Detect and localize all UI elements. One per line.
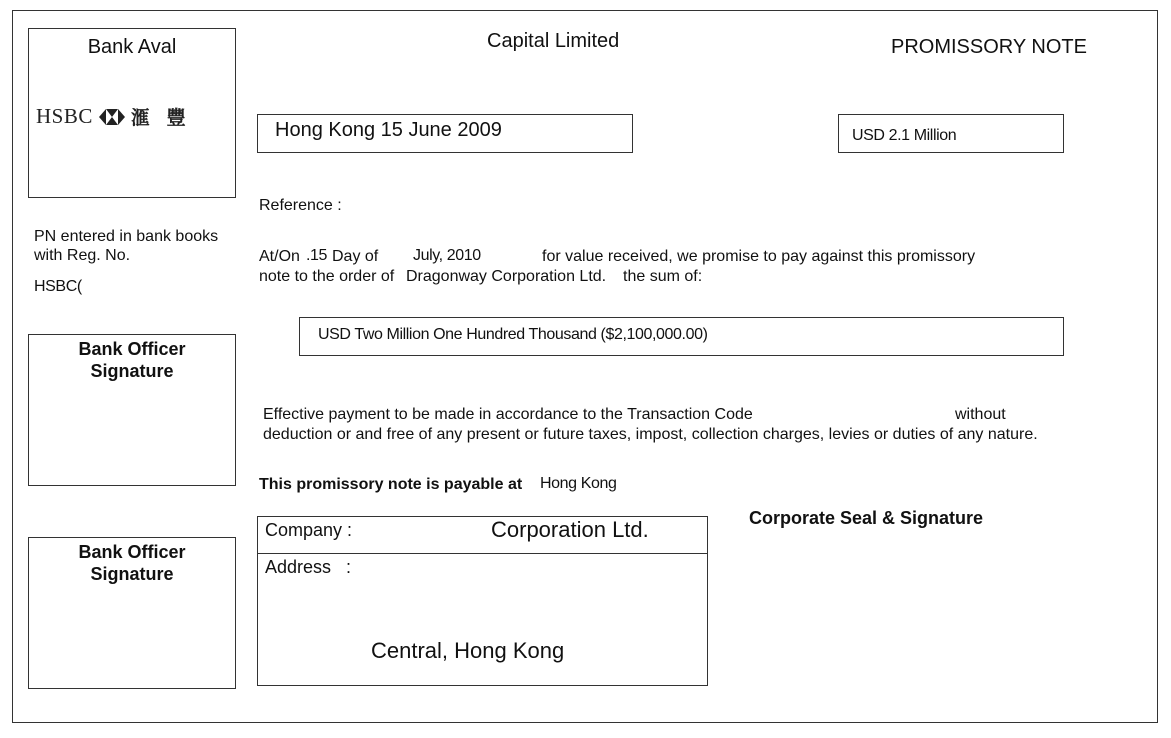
hsbc-logo-text: HSBC <box>36 104 93 128</box>
place-date-value: Hong Kong 15 June 2009 <box>275 119 502 141</box>
company-name: Capital Limited <box>487 30 620 52</box>
bank-officer-signature-label-1 <box>28 338 236 382</box>
bank-officer-signature-label-2 <box>28 541 236 585</box>
promise-text-2-prefix: note to the order of <box>259 268 395 285</box>
document-title: PROMISSORY NOTE <box>891 36 1087 58</box>
effective-payment-line-2: deduction or and free of any present or future taxes, impost, collection charges, levies or duties of any nature. <box>263 426 1038 443</box>
reference-label: Reference : <box>259 197 342 214</box>
bank-officer-signature-2-line-1: Bank Officer <box>78 542 186 562</box>
hsbc-hexagon-icon <box>99 109 125 125</box>
payee-name: Dragonway Corporation Ltd. <box>406 268 607 285</box>
day-of-label: Day of <box>332 248 379 265</box>
amount-short-value: USD 2.1 Million <box>852 127 957 144</box>
address-value: Central, Hong Kong <box>371 638 565 663</box>
at-on-label: At/On <box>259 248 300 265</box>
address-label: Address : <box>265 557 352 577</box>
sum-words-value: USD Two Million One Hundred Thousand ($2,100,000.00) <box>318 326 708 343</box>
company-label: Company : <box>265 520 353 540</box>
registration-number: HSBC( <box>34 278 82 295</box>
hsbc-logo <box>36 103 192 130</box>
day-value: .15 <box>306 247 328 264</box>
company-value: Corporation Ltd. <box>491 517 649 542</box>
bank-aval-label: Bank Aval <box>87 36 177 58</box>
bank-officer-signature-2-line-2: Signature <box>90 564 174 584</box>
bank-officer-signature-1-line-1: Bank Officer <box>78 339 186 359</box>
registration-line-2: with Reg. No. <box>34 247 131 264</box>
hsbc-chinese-text: 滙 豐 <box>130 108 192 129</box>
registration-line-1: PN entered in bank books <box>34 228 219 245</box>
payable-at-place: Hong Kong <box>540 475 617 492</box>
company-address-divider <box>257 553 708 554</box>
corporate-seal-signature-label: Corporate Seal & Signature <box>749 508 984 528</box>
promise-text-1: for value received, we promise to pay against this promissory <box>542 248 976 265</box>
bank-officer-signature-1-line-2: Signature <box>90 361 174 381</box>
payable-at-label: This promissory note is payable at <box>259 476 523 493</box>
month-year-value: July, 2010 <box>413 247 481 264</box>
effective-payment-line-1b: without <box>955 406 1006 423</box>
promise-text-2-suffix: the sum of: <box>623 268 703 285</box>
effective-payment-line-1a: Effective payment to be made in accordance to the Transaction Code <box>263 406 753 423</box>
